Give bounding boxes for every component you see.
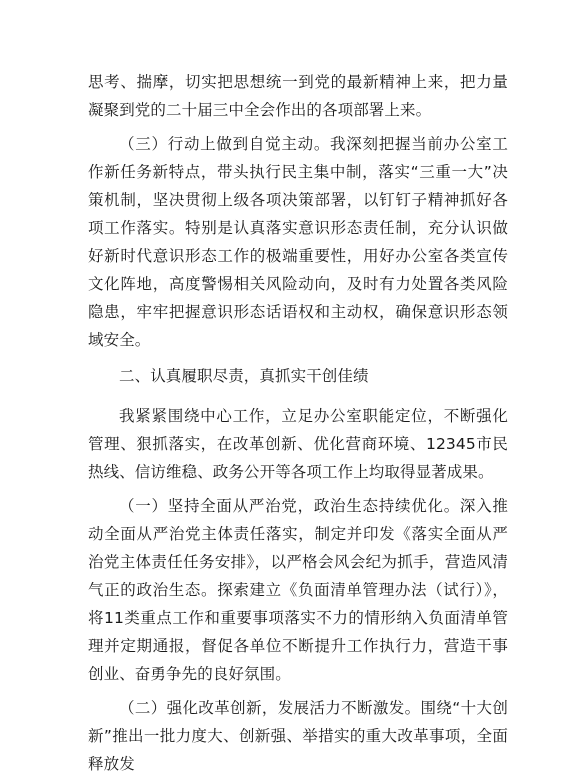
paragraph-action: （三）行动上做到自觉主动。我深刻把握当前办公室工作新任务新特点，带头执行民主集中制，落实“三重一大”决策机制，坚决贯彻上级各项决策部署，以钉钉子精神抓好各项工作落实。特别是认真落实意识形态责任制，充分认识做好新时代意识形态工作的极端重要性，用好办公室各类宣传文化阵地，高度警惕相关风险动向，及时有力处置各类风险隐患，牢牢把握意识形态话语权和主动权，确保意识形态领域安全。 (88, 135, 508, 349)
paragraph-continuation: 思考、揣摩，切实把思想统一到党的最新精神上来，把力量凝聚到党的二十届三中全会作出的各项部署上来。 (88, 73, 508, 119)
paragraph-discipline: （一）坚持全面从严治党，政治生态持续优化。深入推动全面从严治党主体责任落实，制定并印发《落实全面从严治党主体责任任务安排》，以严格会风会纪为抓手，营造风清气正的政治生态。探索建立《负面清单管理办法（试行）》，将11类重点工作和重要事项落实不力的情形纳入负面清单管理并定期通报，督促各单位不断提升工作执行力，营造干事创业、奋勇争先的良好氛围。 (88, 497, 508, 683)
document-body (88, 68, 508, 784)
paragraph-summary: 我紧紧围绕中心工作，立足办公室职能定位，不断强化管理、狠抓落实，在改革创新、优化营商环境、12345市民热线、信访维稳、政务公开等各项工作上均取得显著成果。 (88, 407, 508, 481)
section-heading-2: 二、认真履职尽责，真抓实干创佳绩 (119, 367, 369, 385)
paragraph-reform: （二）强化改革创新，发展活力不断激发。围绕“十大创新”推出一批力度大、创新强、举措实的重大改革事项，全面释放发 (88, 699, 508, 773)
